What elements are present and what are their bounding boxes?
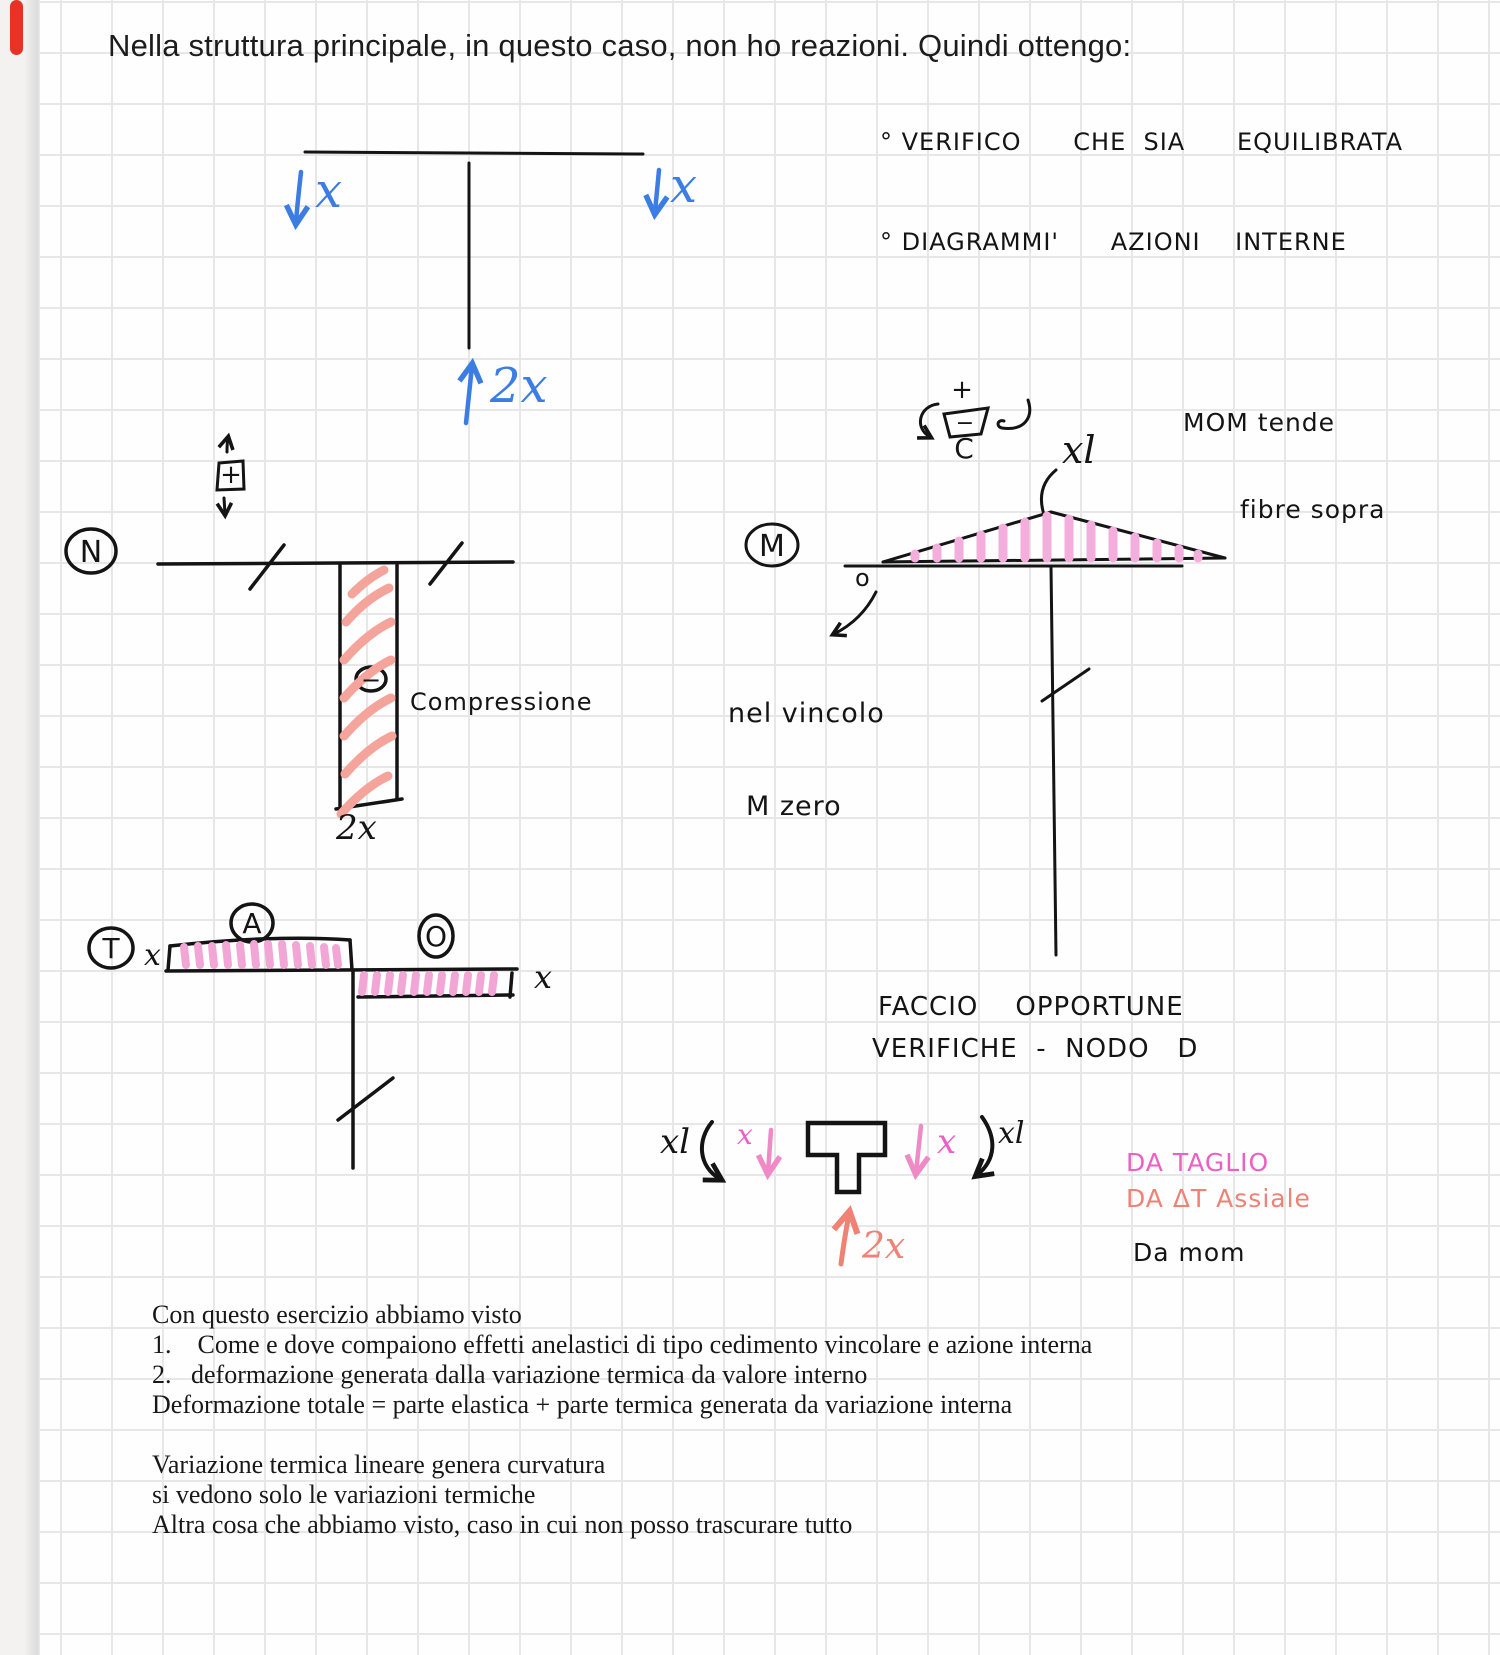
conv-minus-label: − — [955, 411, 975, 436]
external-load-arrows — [296, 170, 659, 423]
node-xl-left-label: xl — [660, 1122, 691, 1162]
note-da-taglio: DA TAGLIO — [1126, 1148, 1270, 1177]
a-circle-label: A — [242, 907, 262, 940]
node-outline — [808, 1123, 885, 1192]
pink-arrow-left — [768, 1130, 771, 1172]
node-2x-label: 2x — [862, 1226, 906, 1267]
c-convention — [920, 400, 1029, 437]
summary-line: Variazione termica lineare genera curvatura — [152, 1450, 606, 1479]
vincolo-o-label: o — [855, 564, 871, 592]
note-verifico: ° VERIFICO CHE SIA EQUILIBRATA — [880, 128, 1404, 156]
pink-arrow-right — [916, 1126, 921, 1172]
note-da-dt-assiale: DA ΔT Assiale — [1126, 1184, 1311, 1213]
vincolo-arrow — [834, 592, 876, 634]
hook-left — [920, 404, 938, 437]
page-title: Nella struttura principale, in questo caso, non ho reazioni. Quindi ottengo: — [108, 28, 1132, 63]
shear-hatch-right — [362, 975, 494, 992]
n-circle-label: N — [79, 535, 103, 570]
hook-right — [998, 400, 1030, 428]
summary-line: 1. Come e dove compaiono effetti anelastici di tipo cedimento vincolare e azione interna — [152, 1330, 1093, 1359]
arrow-down-right — [655, 170, 659, 212]
conv-plus-label: + — [951, 375, 973, 405]
minus-label: − — [360, 666, 382, 694]
axial-2x-label: 2x — [336, 808, 377, 848]
m-circle-label: M — [759, 529, 785, 564]
moment-paren-left — [702, 1122, 720, 1179]
load-2x-label: 2x — [490, 358, 548, 414]
load-x-left-label: x — [315, 163, 343, 219]
node-xl-right-label: xl — [998, 1116, 1025, 1151]
arrow-up-2x — [466, 366, 472, 423]
shear-x-right-label: x — [534, 958, 553, 996]
arrow-down-left — [296, 172, 301, 222]
moment-xl-label: xl — [1062, 428, 1096, 472]
node-x-left-label: x — [737, 1118, 753, 1151]
n-diagram — [66, 529, 513, 809]
t-circle-label: T — [102, 932, 120, 965]
note-faccio: FACCIO OPPORTUNE — [878, 992, 1184, 1022]
summary-line: Deformazione totale = parte elastica + parte termica generata da variazione interna — [152, 1390, 1013, 1419]
moment-hatch — [915, 516, 1198, 558]
moment-paren-right — [977, 1117, 992, 1175]
structure-sketch — [305, 152, 643, 348]
shear-x-left-label: x — [144, 938, 161, 973]
column-hatch-slash — [1042, 669, 1089, 701]
column-hatch-slash — [338, 1078, 393, 1120]
beam-hatch-slash — [250, 545, 284, 589]
note-verifiche: VERIFICHE - NODO D — [872, 1034, 1199, 1064]
node-x-right-label: x — [937, 1122, 957, 1162]
note-da-mom: Da mom — [1133, 1238, 1246, 1267]
axial-up-arrow — [841, 1214, 849, 1264]
summary-line — [152, 1420, 1092, 1450]
summary-line: Con questo esercizio abbiamo visto — [152, 1300, 522, 1329]
summary-line: Altra cosa che abbiamo visto, caso in cui non posso trascurare tutto — [152, 1510, 853, 1539]
arrow-down-icon — [224, 498, 225, 514]
summary-line: si vedono solo le variazioni termiche — [152, 1480, 536, 1509]
o-circle-label: O — [424, 920, 448, 953]
note-mom-tende: MOM tende fibre sopra — [1183, 408, 1386, 524]
note-diagrammi: ° DIAGRAMMI' AZIONI INTERNE — [880, 228, 1347, 256]
note-compressione: Compressione — [410, 688, 593, 716]
summary-text — [152, 1300, 1092, 1540]
conv-c-label: C — [954, 432, 974, 465]
note-nel-vincolo: nel vincolo M zero — [728, 698, 885, 822]
box-plus-label: + — [220, 460, 242, 490]
load-x-right-label: x — [670, 158, 698, 214]
arrow-up-icon — [227, 438, 228, 452]
summary-line: 2. deformazione generata dalla variazione termica da valore interno — [152, 1360, 868, 1389]
shear-hatch-left — [184, 944, 338, 965]
